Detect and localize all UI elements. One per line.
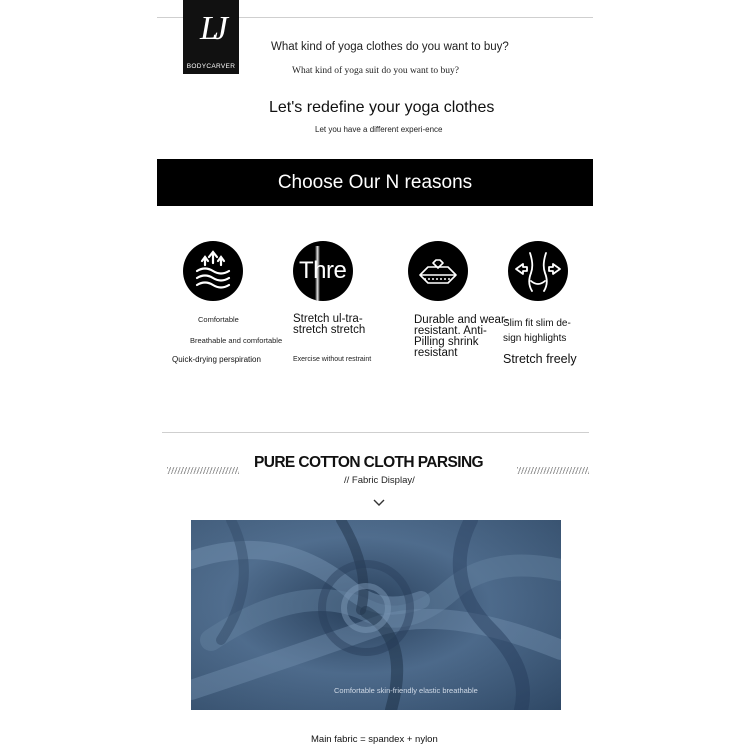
feature-stretch-freely-label: Stretch freely	[503, 352, 577, 366]
fabric-caption: Comfortable skin-friendly elastic breathable	[334, 686, 478, 695]
question-subheading: What kind of yoga suit do you want to buy?	[292, 66, 460, 76]
tagline: Let's redefine your yoga clothes	[269, 99, 495, 116]
fabric-photo	[191, 520, 561, 710]
section-title: PURE COTTON CLOTH PARSING	[254, 454, 483, 471]
left-hatch-decoration	[167, 467, 239, 474]
feature-quick-dry-label: Quick-drying perspiration	[172, 355, 261, 364]
section-divider	[162, 432, 589, 433]
logo-brand-name: BODYCARVER	[186, 63, 236, 70]
stretch-icon-overlay-text: Thre	[299, 257, 347, 284]
durable-fabric-icon	[408, 241, 468, 301]
feature-stretch-label: Stretch ul-tra-stretch stretch	[293, 313, 366, 336]
feature-slim-fit-label: Slim fit slim de-sign highlights	[503, 318, 571, 344]
question-heading: What kind of yoga clothes do you want to buy?	[271, 41, 509, 53]
feature-comfortable-label: Comfortable	[198, 315, 239, 324]
section-subtitle: // Fabric Display/	[344, 475, 415, 486]
main-fabric-label: Main fabric = spandex + nylon	[311, 734, 438, 745]
feature-exercise-label: Exercise without restraint	[293, 356, 372, 363]
feature-durable-label: Durable and wear-resistant. Anti-Pilling shrink resistant	[414, 314, 509, 359]
brand-logo	[183, 0, 239, 74]
right-hatch-decoration	[517, 467, 589, 474]
chevron-down-icon	[373, 494, 385, 512]
reasons-banner: Choose Our N reasons	[157, 159, 593, 206]
slim-fit-body-icon	[508, 241, 568, 301]
stretch-fabric-icon	[293, 241, 353, 301]
tagline-sub: Let you have a different experi-ence	[315, 125, 443, 134]
moisture-wave-icon	[183, 241, 243, 301]
feature-breathable-label: Breathable and comfortable	[190, 336, 283, 345]
logo-monogram: LJ	[200, 10, 222, 47]
